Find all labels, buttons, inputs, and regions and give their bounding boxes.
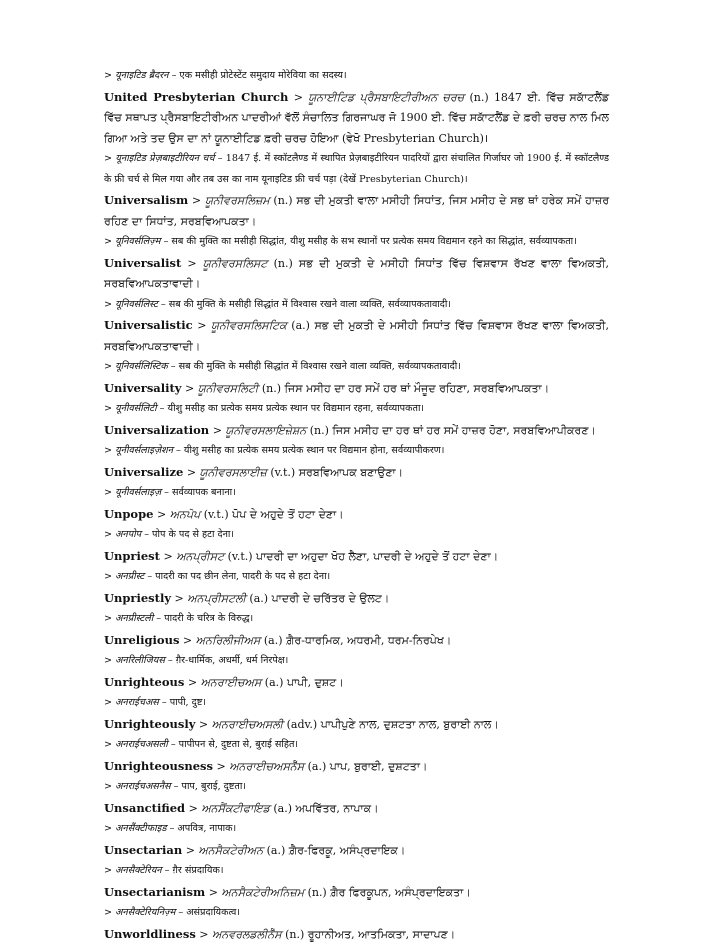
- entry-hindi: [104, 295, 609, 316]
- definition: पोप के पद से हटा देना।: [152, 529, 234, 540]
- entry-english: [104, 714, 609, 736]
- definition: यीशु मसीह का प्रत्येक समय प्रत्येक स्थान पर विद्यमान होना, सर्वव्यापीकरण।: [184, 445, 445, 456]
- definition: 1847 ई. में स्कॉटलैण्ड में स्थापित प्रेज़बाइटीरियन पादरियों द्वारा संचालित गिर्जाघर जो 1900 ई. में स्कॉटलैण्ड के फ्री चर्च से मिल गया और तब उस का नाम यूनाइटिड फ्री चर्च पड़ा (देखें Presbyterian Church)।: [104, 153, 609, 185]
- definition: ਗ਼ੈਰ ਫਿਰਕੂਪਨ, ਅਸੰਪ੍ਰਦਾਇਕਤਾ।: [330, 886, 471, 899]
- arrow-marker: >: [185, 382, 198, 395]
- definition: ਜਿਸ ਮਸੀਹ ਦਾ ਹਰ ਸਮੇਂ ਹਰ ਥਾਂ ਮੌਜੂਦ ਰਹਿਣਾ, ਸਰਬਵਿਆਪਕਤਾ।: [285, 382, 550, 395]
- definition: पापीपन से, दुष्टता से, बुराई सहित।: [179, 739, 298, 750]
- entry-headword: Universality: [104, 381, 181, 395]
- separator: –: [158, 299, 169, 310]
- entry-headword: Universalization: [104, 423, 209, 437]
- arrow-marker: >: [216, 760, 229, 773]
- entry-headword: Unrighteously: [104, 717, 195, 731]
- arrow-marker: >: [104, 445, 115, 456]
- definition: ਜਿਸ ਮਸੀਹ ਦਾ ਹਰ ਥਾਂ ਹਰ ਸਮੇਂ ਹਾਜ਼ਰ ਹੋਣਾ, ਸਰਬਵਿਆਪੀਕਰਣ।: [332, 424, 596, 437]
- transliteration: ਅਨਪ੍ਰੀਸਟਲੀ: [187, 592, 246, 605]
- part-of-speech: (v.t.): [228, 550, 253, 563]
- arrow-marker: >: [175, 592, 188, 605]
- arrow-marker: >: [186, 844, 199, 857]
- entry-english: [104, 588, 609, 610]
- arrow-marker: >: [104, 361, 115, 372]
- entry-headword: Unsectarianism: [104, 885, 205, 899]
- arrow-marker: >: [104, 529, 115, 540]
- transliteration: यूनीवर्सलाइज़ेशन: [115, 445, 173, 456]
- arrow-marker: >: [104, 655, 115, 666]
- transliteration: ਯੂਨਾਈਟਿਡ ਪ੍ਰੈਸਬਾਇਟੀਰੀਅਨ ਚਰਚ: [308, 91, 464, 104]
- arrow-marker: >: [104, 781, 115, 792]
- entry-english: [104, 672, 609, 694]
- entry-headword: Unsectarian: [104, 843, 182, 857]
- entry-english: [104, 504, 609, 526]
- arrow-marker: >: [104, 487, 115, 498]
- part-of-speech: (n.): [262, 382, 281, 395]
- separator: –: [161, 236, 172, 247]
- definition: ਸਭ ਦੀ ਮੁਕਤੀ ਦੇ ਮਸੀਹੀ ਸਿਧਾਂਤ ਵਿੱਚ ਵਿਸ਼ਵਾਸ ਰੱਖਣ ਵਾਲਾ ਵਿਅਕਤੀ, ਸਰਬਵਿਆਪਕਤਾਵਾਦੀ।: [104, 257, 609, 291]
- definition: ग़ैर-धार्मिक, अधर्मी, धर्म निरपेक्ष।: [176, 655, 289, 666]
- separator: –: [157, 403, 168, 414]
- part-of-speech: (adv.): [287, 718, 318, 731]
- separator: –: [165, 655, 176, 666]
- entry-english: [104, 253, 609, 295]
- part-of-speech: (a.): [291, 319, 310, 332]
- separator: –: [175, 907, 186, 918]
- definition: 1847 ਈ. ਵਿੱਚ ਸਕਾੱਟਲੈਂਡ ਵਿੱਚ ਸਥਾਪਤ ਪ੍ਰੈਸਬਾਇਟੀਰੀਅਨ ਪਾਦਰੀਆਂ ਵੱਲੋਂ ਸੰਚਾਲਿਤ ਗਿਰਜਾਘਰ ਜੋ 1900 ਈ. ਵਿੱਚ ਸਕਾੱਟਲੈਂਡ ਦੇ ਫ਼ਰੀ ਚਰਚ ਨਾਲ ਮਿਲ ਗਿਆ ਅਤੇ ਤਦ ਉਸ ਦਾ ਨਾਂ ਯੂਨਾਈਟਿਡ ਫ਼ਰੀ ਚਰਚ ਹੋਇਆ (ਵੇਖੋ Presbyterian Church)।: [104, 91, 609, 145]
- entry-hindi: [104, 66, 609, 87]
- entry-headword: Unrighteous: [104, 675, 184, 689]
- transliteration: अनप्रीस्टली: [115, 613, 153, 624]
- entry-hindi: [104, 357, 609, 378]
- part-of-speech: (a.): [308, 760, 327, 773]
- definition: ਪਾਪ, ਬੁਰਾਈ, ਦੁਸ਼ਟਤਾ।: [330, 760, 428, 773]
- arrow-marker: >: [197, 319, 211, 332]
- arrow-marker: >: [104, 823, 115, 834]
- arrow-marker: >: [104, 403, 115, 414]
- arrow-marker: >: [163, 550, 176, 563]
- arrow-marker: >: [187, 466, 200, 479]
- transliteration: अनराईचअसनैस: [115, 781, 171, 792]
- separator: –: [144, 571, 155, 582]
- definition: असंप्रदायिकत्व।: [186, 907, 240, 918]
- transliteration: यूनिवर्सलिस्टिक: [115, 361, 168, 372]
- definition: ਪਾਦਰੀ ਦਾ ਅਹੁਦਾ ਖੋਹ ਲੈਣਾ, ਪਾਦਰੀ ਦੇ ਅਹੁਦੇ ਤੋਂ ਹਟਾ ਦੇਣਾ।: [256, 550, 498, 563]
- separator: –: [214, 153, 225, 164]
- entry-hindi: [104, 232, 609, 253]
- separator: –: [161, 487, 172, 498]
- transliteration: यूनाइटिड ब्रैदरन: [115, 70, 168, 81]
- definition: ਪਾਪੀ, ਦੁਸ਼ਟ।: [287, 676, 344, 689]
- definition: ਗ਼ੈਰ-ਫਿਰਕੂ, ਅਸੰਪ੍ਰਦਾਇਕ।: [289, 844, 406, 857]
- entry-hindi: [104, 483, 609, 504]
- entry-hindi: [104, 651, 609, 672]
- entry-english: [104, 546, 609, 568]
- definition: ਪਾਦਰੀ ਦੇ ਚਰਿੱਤਰ ਦੇ ਉਲਟ।: [272, 592, 390, 605]
- entry-english: [104, 420, 609, 442]
- transliteration: ਅਨਵਰਲਡਲੀਨੈੱਸ: [212, 928, 282, 941]
- entry-hindi: [104, 525, 609, 546]
- arrow-marker: >: [104, 571, 115, 582]
- entry-headword: Universalistic: [104, 318, 193, 332]
- transliteration: अनराईचअसली: [115, 739, 168, 750]
- entry-english: [104, 798, 609, 820]
- arrow-marker: >: [187, 257, 202, 270]
- transliteration: ਅਨਪ੍ਰੀਸਟ: [176, 550, 224, 563]
- part-of-speech: (n.): [469, 91, 488, 104]
- arrow-marker: >: [104, 153, 115, 164]
- transliteration: यूनीवर्सलाइज़: [115, 487, 161, 498]
- separator: –: [173, 445, 184, 456]
- transliteration: अनसैक्टेरियन: [115, 865, 162, 876]
- entry-hindi: [104, 819, 609, 840]
- transliteration: यूनिवर्सलिज़्म: [115, 236, 160, 247]
- arrow-marker: >: [104, 865, 115, 876]
- transliteration: ਅਨਸੈਕਟੇਰੀਅਨ: [198, 844, 263, 857]
- definition: ਪਾਪੀਪੁਣੇ ਨਾਲ, ਦੁਸ਼ਟਤਾ ਨਾਲ, ਬੁਰਾਈ ਨਾਲ।: [321, 718, 499, 731]
- transliteration: ਯੂਨੀਵਰਸਲਾਇਜ਼ੇਸ਼ਨ: [225, 424, 306, 437]
- entry-hindi: [104, 399, 609, 420]
- entry-english: [104, 756, 609, 778]
- definition: ਪੋਪ ਦੇ ਅਹੁਦੇ ਤੋਂ ਹਟਾ ਦੇਣਾ।: [232, 508, 343, 521]
- transliteration: ਅਨਰਿਲੀਜੀਅਸ: [196, 634, 261, 647]
- definition: ਅਪਵਿੱਤਰ, ਨਾਪਾਕ।: [296, 802, 379, 815]
- definition: सब की मुक्ति का मसीही सिद्धांत, यीशु मसीह के सभ स्थानों पर प्रत्येक समय विद्यमान रहने का सिद्धांत, सर्वव्यापकता।: [171, 236, 576, 247]
- part-of-speech: (n.): [273, 194, 292, 207]
- entry-english: [104, 378, 609, 400]
- entry-english: [104, 882, 609, 904]
- separator: –: [169, 70, 180, 81]
- transliteration: अनराईचअस: [115, 697, 159, 708]
- entry-headword: Unpope: [104, 507, 153, 521]
- part-of-speech: (n.): [285, 928, 304, 941]
- arrow-marker: >: [209, 886, 222, 899]
- transliteration: अनप्रीस्ट: [115, 571, 144, 582]
- arrow-marker: >: [157, 508, 170, 521]
- transliteration: यूनीवर्सलिटी: [115, 403, 157, 414]
- arrow-marker: >: [104, 907, 115, 918]
- transliteration: अनरिलीजियस: [115, 655, 165, 666]
- transliteration: अनपोप: [115, 529, 141, 540]
- arrow-marker: >: [294, 91, 309, 104]
- definition: ਸਰਬਵਿਆਪਕ ਬਣਾਉਣਾ।: [299, 466, 403, 479]
- part-of-speech: (n.): [310, 424, 329, 437]
- separator: –: [168, 739, 179, 750]
- definition: ਸਭ ਦੀ ਮੁਕਤੀ ਦੇ ਮਸੀਹੀ ਸਿਧਾਂਤ ਵਿੱਚ ਵਿਸ਼ਵਾਸ ਰੱਖਣ ਵਾਲਾ ਵਿਅਕਤੀ, ਸਰਬਵਿਆਪਕਤਾਵਾਦੀ।: [104, 319, 609, 353]
- entry-headword: Universalist: [104, 256, 181, 270]
- part-of-speech: (a.): [264, 634, 283, 647]
- entry-headword: Unpriest: [104, 549, 160, 563]
- transliteration: ਅਨਪੋਪ: [170, 508, 201, 521]
- entry-english: [104, 87, 609, 150]
- definition: पादरी का पद छीन लेना, पादरी के पद से हटा देना।: [155, 571, 330, 582]
- arrow-marker: >: [199, 718, 212, 731]
- arrow-marker: >: [104, 299, 115, 310]
- definition: एक मसीही प्रोटेस्टेंट समुदाय मोरेविया का सदस्य।: [179, 70, 346, 81]
- separator: –: [153, 613, 164, 624]
- arrow-marker: >: [199, 928, 212, 941]
- separator: –: [171, 781, 182, 792]
- part-of-speech: (a.): [267, 844, 286, 857]
- definition: ਸਭ ਦੀ ਮੁਕਤੀ ਵਾਲਾ ਮਸੀਹੀ ਸਿਧਾਂਤ, ਜਿਸ ਮਸੀਹ ਦੇ ਸਭ ਥਾਂ ਹਰੇਕ ਸਮੇਂ ਹਾਜ਼ਰ ਰਹਿਣ ਦਾ ਸਿਧਾਂਤ, ਸਰਬਵਿਆਪਕਤਾ।: [104, 194, 609, 228]
- arrow-marker: >: [104, 613, 115, 624]
- arrow-marker: >: [104, 236, 115, 247]
- arrow-marker: >: [213, 424, 226, 437]
- transliteration: ਯੂਨੀਵਰਸਲਿਟੀ: [198, 382, 259, 395]
- definition: ग़ैर संप्रदायिक।: [173, 865, 224, 876]
- entry-hindi: [104, 861, 609, 882]
- transliteration: यूनाइटिड प्रेज़बाइटीरियन चर्च: [115, 153, 214, 164]
- separator: –: [141, 529, 152, 540]
- transliteration: ਯੂਨੀਵਰਸਲਿਸਟ: [203, 257, 268, 270]
- transliteration: अनसैंक्टीफाइड: [115, 823, 166, 834]
- definition: सब की मुक्ति के मसीही सिद्धांत में विश्वास रखने वाला व्यक्ति, सर्वव्यापकतावादी।: [179, 361, 461, 372]
- transliteration: ਅਨਸੈਕਟੇਰੀਅਨਿਜ਼ਮ: [221, 886, 304, 899]
- part-of-speech: (a.): [265, 676, 284, 689]
- separator: –: [168, 361, 179, 372]
- transliteration: ਯੂਨੀਵਰਸਲਿਜ਼ਮ: [205, 194, 270, 207]
- transliteration: ਯੂਨੀਵਰਸਲਿਸਟਿਕ: [211, 319, 287, 332]
- separator: –: [162, 865, 173, 876]
- entry-hindi: [104, 777, 609, 798]
- definition: ਗ਼ੈਰ-ਧਾਰਮਿਕ, ਅਧਰਮੀ, ਧਰਮ-ਨਿਰਪੇਖ।: [286, 634, 451, 647]
- part-of-speech: (n.): [308, 886, 327, 899]
- entry-headword: United Presbyterian Church: [104, 90, 288, 104]
- part-of-speech: (a.): [273, 802, 292, 815]
- entry-hindi: [104, 903, 609, 924]
- arrow-marker: >: [104, 697, 115, 708]
- entry-hindi: [104, 149, 609, 190]
- transliteration: ਅਨਰਾਈਚਅਸਨੈੱਸ: [229, 760, 304, 773]
- entry-english: [104, 315, 609, 357]
- arrow-marker: >: [183, 634, 196, 647]
- entry-headword: Unsanctified: [104, 801, 185, 815]
- definition: ਰੂਹਾਨੀਅਤ, ਆਤਮਿਕਤਾ, ਸਾਦਾਪਣ।: [308, 928, 455, 941]
- arrow-marker: >: [188, 676, 201, 689]
- part-of-speech: (v.t.): [204, 508, 229, 521]
- entry-headword: Unworldliness: [104, 927, 196, 941]
- transliteration: ਅਨਸੈਂਕਟੀਫਾਇਡ: [201, 802, 270, 815]
- transliteration: ਅਨਰਾਈਚਅਸ: [201, 676, 262, 689]
- part-of-speech: (n.): [274, 257, 293, 270]
- entry-english: [104, 924, 609, 945]
- arrow-marker: >: [189, 802, 202, 815]
- part-of-speech: (v.t.): [270, 466, 295, 479]
- entry-english: [104, 190, 609, 232]
- part-of-speech: (a.): [249, 592, 268, 605]
- entry-headword: Universalism: [104, 193, 188, 207]
- entry-hindi: [104, 567, 609, 588]
- entry-english: [104, 630, 609, 652]
- entry-hindi: [104, 441, 609, 462]
- dictionary-page: [104, 66, 609, 945]
- entry-headword: Unrighteousness: [104, 759, 213, 773]
- transliteration: अनसैक्टेरियनिज़्म: [115, 907, 175, 918]
- definition: पापी, दुष्ट।: [170, 697, 206, 708]
- entry-headword: Universalize: [104, 465, 183, 479]
- entry-hindi: [104, 693, 609, 714]
- arrow-marker: >: [104, 739, 115, 750]
- entry-headword: Unpriestly: [104, 591, 171, 605]
- definition: यीशु मसीह का प्रत्येक समय प्रत्येक स्थान पर विद्यमान रहना, सर्वव्यापकता।: [168, 403, 425, 414]
- transliteration: यूनिवर्सलिस्ट: [115, 299, 158, 310]
- definition: सर्वव्यापक बनाना।: [172, 487, 236, 498]
- separator: –: [159, 697, 170, 708]
- transliteration: ਯੂਨੀਵਰਸਲਾਈਜ਼: [200, 466, 267, 479]
- separator: –: [167, 823, 178, 834]
- entry-english: [104, 462, 609, 484]
- definition: पाप, बुराई, दुष्टता।: [182, 781, 246, 792]
- transliteration: ਅਨਰਾਈਚਅਸਲੀ: [212, 718, 283, 731]
- definition: अपवित्र, नापाक।: [177, 823, 236, 834]
- entry-headword: Unreligious: [104, 633, 179, 647]
- entry-hindi: [104, 735, 609, 756]
- arrow-marker: >: [104, 70, 115, 81]
- entry-hindi: [104, 609, 609, 630]
- entry-english: [104, 840, 609, 862]
- definition: पादरी के चरित्र के विरुद्ध।: [164, 613, 253, 624]
- definition: सब की मुक्ति के मसीही सिद्धांत में विश्वास रखने वाला व्यक्ति, सर्वव्यापकतावादी।: [169, 299, 451, 310]
- arrow-marker: >: [192, 194, 205, 207]
